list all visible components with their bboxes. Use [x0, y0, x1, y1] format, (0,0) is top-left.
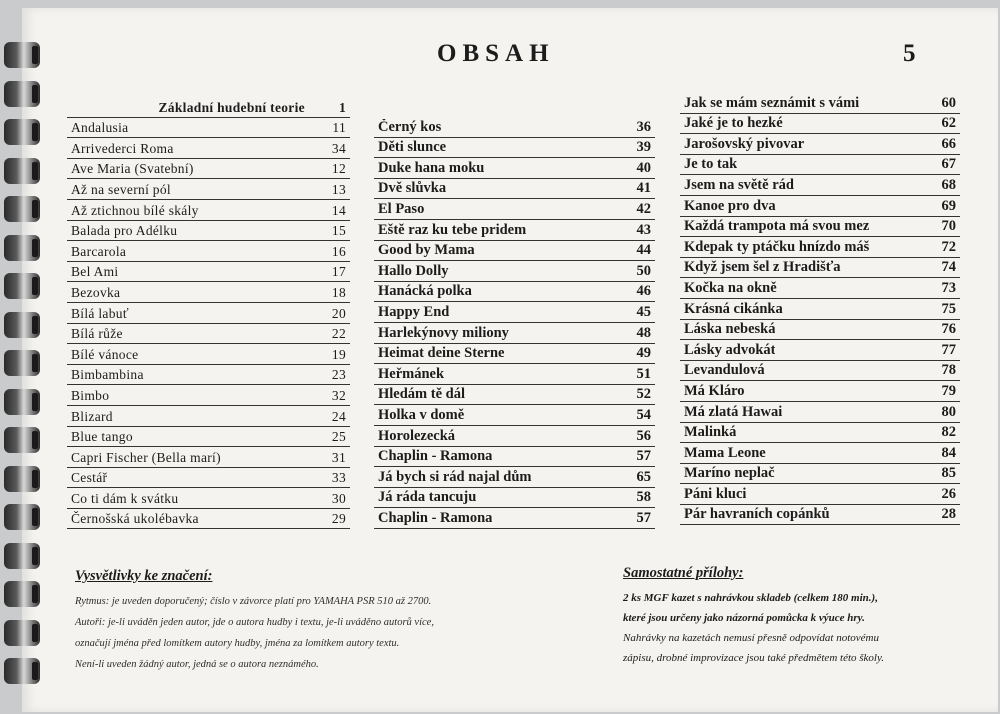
toc-entry — [374, 344, 655, 365]
spiral-binding — [0, 0, 44, 714]
toc-entry-title: Když jsem šel z Hradišťa — [684, 259, 841, 276]
toc-entry-page: 24 — [331, 408, 346, 424]
toc-entry-title: Každá trampota má svou mez — [684, 218, 870, 235]
toc-entry-title: Bimbo — [71, 387, 110, 403]
toc-entry — [374, 241, 655, 262]
toc-column-1 — [67, 97, 350, 529]
binding-ring — [4, 543, 40, 569]
binding-ring — [4, 389, 40, 415]
toc-entry-title: Capri Fischer (Bella marí) — [71, 449, 221, 465]
toc-entry-title: Jaké je to hezké — [684, 115, 783, 132]
toc-entry-title: Jarošovský pivovar — [684, 135, 805, 152]
toc-entry-page: 16 — [331, 243, 346, 259]
binding-ring — [4, 42, 40, 68]
toc-entry-page: 77 — [941, 341, 956, 358]
page-title: OBSAH — [437, 40, 555, 67]
toc-entry — [680, 402, 960, 423]
toc-entry-title: Holka v domě — [378, 406, 465, 423]
toc-entry-title: Pár havraních copánků — [684, 506, 830, 523]
toc-entry-page: 82 — [941, 424, 956, 441]
toc-entry-page: 32 — [331, 387, 346, 403]
toc-entry — [67, 221, 350, 242]
toc-entry — [67, 447, 350, 468]
toc-entry-page: 69 — [941, 197, 956, 214]
toc-entry — [67, 282, 350, 303]
binding-ring — [4, 581, 40, 607]
page-number: 5 — [903, 40, 916, 67]
toc-entry — [67, 468, 350, 489]
toc-entry-page: 76 — [941, 321, 956, 338]
toc-entry — [374, 385, 655, 406]
toc-entry-title: Chaplin - Ramona — [378, 509, 493, 526]
toc-entry-page: 30 — [331, 490, 346, 506]
toc-entry-page: 60 — [941, 94, 956, 111]
toc-entry — [67, 427, 350, 448]
toc-entry-page: 45 — [636, 303, 651, 320]
toc-entry-page: 23 — [331, 367, 346, 383]
toc-entry-page: 54 — [636, 406, 651, 423]
toc-entry-page: 39 — [636, 139, 651, 156]
toc-entry-page: 56 — [636, 427, 651, 444]
toc-entry-page: 31 — [331, 449, 346, 465]
toc-entry — [374, 117, 655, 138]
toc-entry-title: Heřmánek — [378, 365, 445, 382]
binding-ring — [4, 196, 40, 222]
toc-entry-title: Ave Maria (Svatební) — [71, 161, 194, 177]
toc-entry-page: 72 — [941, 238, 956, 255]
toc-entry-title: Černý kos — [378, 118, 442, 135]
attachments-line: zápisu, drobné improvizace jsou také předmětem této školy. — [623, 652, 884, 664]
toc-entry-title: Arrivederci Roma — [71, 140, 174, 156]
toc-entry — [374, 447, 655, 468]
toc-entry-title: Balada pro Adélku — [71, 223, 178, 239]
toc-entry-title: Mama Leone — [684, 444, 766, 461]
toc-entry-page: 25 — [331, 429, 346, 445]
toc-entry — [67, 303, 350, 324]
toc-entry-title: Základní hudební teorie — [158, 99, 305, 115]
toc-entry-page: 44 — [636, 242, 651, 259]
toc-entry — [680, 114, 960, 135]
toc-entry-title: Hledám tě dál — [378, 386, 465, 403]
toc-entry-page: 51 — [636, 365, 651, 382]
toc-entry-page: 68 — [941, 176, 956, 193]
toc-entry — [680, 278, 960, 299]
toc-entry — [680, 505, 960, 526]
toc-entry — [680, 175, 960, 196]
toc-entry-page: 26 — [941, 485, 956, 502]
toc-entry-page: 15 — [331, 223, 346, 239]
legend-line: Rytmus: je uveden doporučený; číslo v závorce platí pro YAMAHA PSR 510 až 2700. — [75, 596, 432, 607]
toc-entry-title: Hanácká polka — [378, 283, 472, 300]
toc-entry — [680, 464, 960, 485]
toc-entry — [67, 324, 350, 345]
toc-entry-page: 1 — [338, 99, 346, 115]
toc-entry — [67, 138, 350, 159]
toc-entry-page: 42 — [636, 200, 651, 217]
binding-ring — [4, 504, 40, 530]
toc-entry-title: Kanoe pro dva — [684, 197, 776, 214]
toc-entry — [67, 179, 350, 200]
toc-entry-page: 85 — [941, 465, 956, 482]
toc-entry-page: 50 — [636, 262, 651, 279]
toc-entry-page: 19 — [331, 346, 346, 362]
toc-entry-title: Kdepak ty ptáčku hnízdo máš — [684, 238, 870, 255]
toc-entry-title: Má Kláro — [684, 382, 745, 399]
attachments-line: Nahrávky na kazetách nemusí přesně odpovídat notovému — [623, 632, 879, 644]
toc-entry-page: 13 — [331, 181, 346, 197]
toc-entry-page: 66 — [941, 135, 956, 152]
toc-entry-page: 41 — [636, 180, 651, 197]
toc-entry-page: 65 — [636, 468, 651, 485]
toc-entry — [680, 155, 960, 176]
toc-entry — [680, 134, 960, 155]
toc-entry-page: 46 — [636, 283, 651, 300]
toc-entry — [67, 262, 350, 283]
toc-entry — [374, 261, 655, 282]
toc-entry-title: Má zlatá Hawai — [684, 403, 783, 420]
toc-entry — [374, 138, 655, 159]
toc-entry — [680, 299, 960, 320]
toc-entry-title: Láska nebeská — [684, 321, 776, 338]
toc-entry-title: Blizard — [71, 408, 113, 424]
toc-entry-page: 34 — [331, 140, 346, 156]
toc-entry-title: Krásná cikánka — [684, 300, 783, 317]
toc-entry-page: 75 — [941, 300, 956, 317]
toc-entry — [67, 118, 350, 139]
toc-entry — [374, 405, 655, 426]
toc-entry — [680, 217, 960, 238]
toc-entry-page: 80 — [941, 403, 956, 420]
toc-entry-page: 14 — [331, 202, 346, 218]
toc-entry-page: 22 — [331, 326, 346, 342]
toc-entry-title: El Paso — [378, 200, 425, 217]
toc-entry-title: Bezovka — [71, 284, 121, 300]
toc-entry-page: 74 — [941, 259, 956, 276]
toc-entry — [67, 406, 350, 427]
toc-entry-page: 52 — [636, 386, 651, 403]
toc-entry-page: 43 — [636, 221, 651, 238]
attachments-block — [623, 565, 973, 668]
toc-entry-page: 79 — [941, 382, 956, 399]
toc-entry — [67, 385, 350, 406]
toc-entry-title: Černošská ukolébavka — [71, 511, 199, 527]
toc-entry-title: Bílé vánoce — [71, 346, 139, 362]
toc-entry-title: Bílá labuť — [71, 305, 129, 321]
toc-entry — [374, 302, 655, 323]
binding-ring — [4, 466, 40, 492]
toc-entry-title: Duke hana moku — [378, 159, 485, 176]
toc-entry-page: 40 — [636, 159, 651, 176]
toc-entry-title: Happy End — [378, 303, 450, 320]
toc-entry — [67, 509, 350, 530]
toc-entry — [680, 196, 960, 217]
toc-entry-page: 58 — [636, 489, 651, 506]
toc-entry-title: Lásky advokát — [684, 341, 776, 358]
toc-entry-title: Maríno neplač — [684, 465, 775, 482]
toc-entry — [374, 220, 655, 241]
toc-entry-title: Páni kluci — [684, 485, 747, 502]
toc-entry-page: 18 — [331, 284, 346, 300]
toc-entry-title: Bílá růže — [71, 326, 123, 342]
toc-entry-page: 70 — [941, 218, 956, 235]
toc-entry — [680, 320, 960, 341]
legend-heading: Vysvětlivky ke značení: — [75, 568, 213, 584]
toc-entry-page: 11 — [332, 120, 346, 136]
binding-ring — [4, 350, 40, 376]
toc-entry — [374, 158, 655, 179]
binding-ring — [4, 273, 40, 299]
toc-entry-title: Horolezecká — [378, 427, 456, 444]
toc-entry-title: Děti slunce — [378, 139, 447, 156]
toc-entry — [374, 282, 655, 303]
toc-entry-page: 57 — [636, 509, 651, 526]
toc-entry — [680, 340, 960, 361]
toc-entry — [374, 467, 655, 488]
toc-entry-page: 73 — [941, 279, 956, 296]
binding-ring — [4, 81, 40, 107]
toc-entry-page: 29 — [331, 511, 346, 527]
toc-entry-title: Good by Mama — [378, 242, 475, 259]
toc-entry-page: 49 — [636, 345, 651, 362]
toc-entry-page: 28 — [941, 506, 956, 523]
toc-entry-title: Eště raz ku tebe pridem — [378, 221, 527, 238]
toc-entry-title: Barcarola — [71, 243, 127, 259]
toc-entry — [680, 93, 960, 114]
toc-entry — [680, 381, 960, 402]
toc-entry-page: 62 — [941, 115, 956, 132]
toc-entry-page: 17 — [331, 264, 346, 280]
toc-entry — [374, 488, 655, 509]
toc-column-2 — [374, 117, 655, 529]
attachments-heading: Samostatné přílohy: — [623, 565, 744, 581]
toc-entry — [67, 488, 350, 509]
toc-column-3 — [680, 93, 960, 525]
legend-block — [75, 568, 585, 675]
toc-entry-title: Harlekýnovy miliony — [378, 324, 509, 341]
toc-entry-title: Chaplin - Ramona — [378, 448, 493, 465]
binding-ring — [4, 658, 40, 684]
toc-entry-title: Levandulová — [684, 362, 765, 379]
binding-ring — [4, 158, 40, 184]
toc-entry-page: 33 — [331, 470, 346, 486]
toc-entry — [67, 365, 350, 386]
toc-entry-title: Blue tango — [71, 429, 133, 445]
toc-entry-title: Až na severní pól — [71, 181, 171, 197]
toc-entry-title: Bimbambina — [71, 367, 144, 383]
toc-entry — [374, 323, 655, 344]
toc-entry — [374, 508, 655, 529]
toc-entry-page: 84 — [941, 444, 956, 461]
toc-entry — [67, 200, 350, 221]
toc-entry-title: Jak se mám seznámit s vámi — [684, 94, 860, 111]
toc-entry-title: Kočka na okně — [684, 279, 777, 296]
attachments-line: které jsou určeny jako názorná pomůcka k výuce hry. — [623, 612, 865, 624]
toc-entry — [680, 484, 960, 505]
toc-entry — [374, 199, 655, 220]
toc-entry-page: 48 — [636, 324, 651, 341]
toc-entry-title: Malinká — [684, 424, 737, 441]
toc-entry — [374, 179, 655, 200]
toc-entry-page: 20 — [331, 305, 346, 321]
toc-entry — [67, 159, 350, 180]
toc-entry-page: 78 — [941, 362, 956, 379]
toc-entry — [680, 443, 960, 464]
binding-ring — [4, 620, 40, 646]
toc-entry-title: Bel Ami — [71, 264, 119, 280]
toc-entry-title: Já ráda tancuju — [378, 489, 477, 506]
toc-entry — [680, 237, 960, 258]
toc-entry-title: Jsem na světě rád — [684, 176, 794, 193]
toc-entry-page: 67 — [941, 156, 956, 173]
toc-entry-title: Heimat deine Sterne — [378, 345, 505, 362]
toc-entry — [67, 97, 350, 118]
toc-entry-title: Co ti dám k svátku — [71, 490, 179, 506]
toc-entry — [374, 426, 655, 447]
toc-entry-page: 12 — [331, 161, 346, 177]
toc-entry — [67, 344, 350, 365]
toc-entry-title: Já bych si rád najal dům — [378, 468, 532, 485]
toc-entry-title: Až ztichnou bílé skály — [71, 202, 199, 218]
toc-entry-page: 57 — [636, 448, 651, 465]
binding-ring — [4, 312, 40, 338]
legend-line: označují jména před lomítkem autory hudby, jména za lomítkem autory textu. — [75, 638, 400, 649]
binding-ring — [4, 235, 40, 261]
binding-ring — [4, 119, 40, 145]
toc-entry-title: Andalusia — [71, 120, 129, 136]
toc-entry — [680, 423, 960, 444]
toc-entry-title: Je to tak — [684, 156, 738, 173]
binding-ring — [4, 427, 40, 453]
toc-entry-page: 36 — [636, 118, 651, 135]
toc-entry — [680, 258, 960, 279]
attachments-line: 2 ks MGF kazet s nahrávkou skladeb (celkem 180 min.), — [623, 592, 878, 604]
toc-entry-title: Dvě slůvka — [378, 180, 447, 197]
toc-entry — [374, 364, 655, 385]
toc-entry — [67, 241, 350, 262]
toc-entry — [680, 361, 960, 382]
toc-entry-title: Cestář — [71, 470, 108, 486]
legend-line: Není-li uveden žádný autor, jedná se o autora neznámého. — [75, 659, 319, 670]
toc-entry-title: Hallo Dolly — [378, 262, 449, 279]
legend-line: Autoři: je-li uváděn jeden autor, jde o autora hudby i textu, je-li uváděno autorů více, — [75, 617, 434, 628]
